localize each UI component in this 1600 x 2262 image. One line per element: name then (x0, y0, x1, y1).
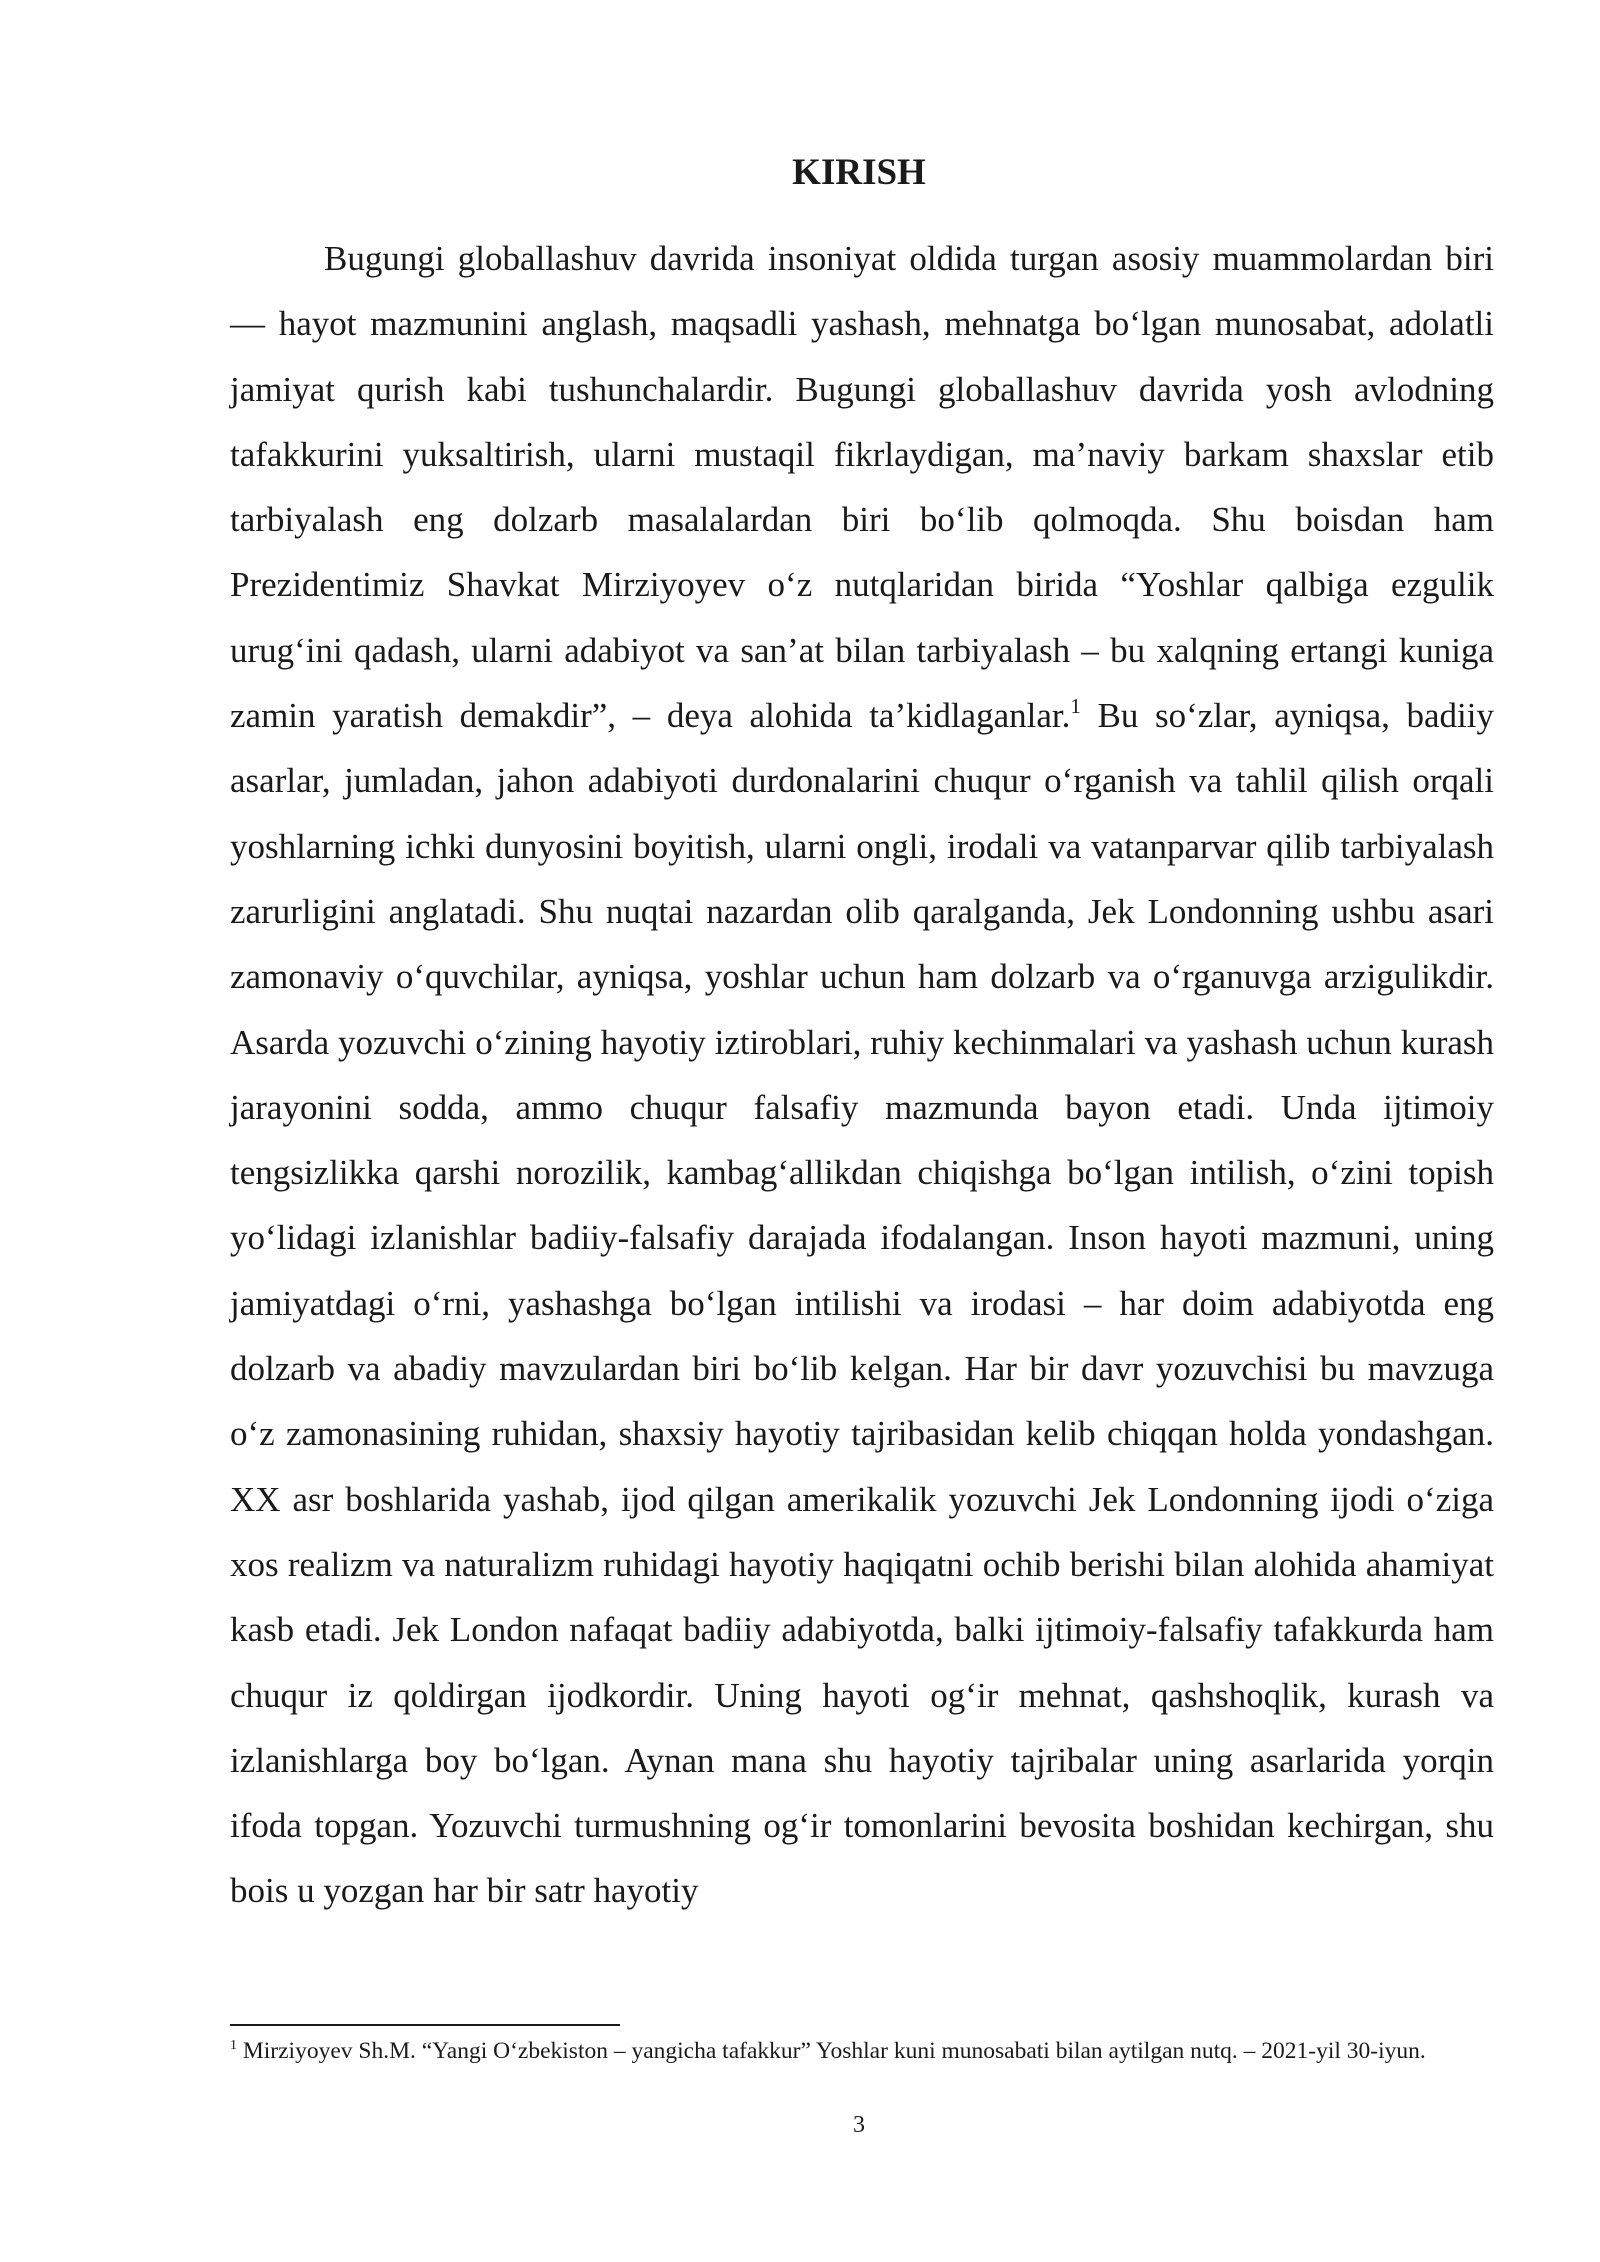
body-paragraph (230, 226, 1494, 1924)
footnote-number: 1 (230, 2038, 237, 2053)
footnote-separator (230, 2024, 620, 2026)
paragraph-text-part-2: Bu so‘zlar, ayniqsa, badiiy asarlar, jumladan, jahon adabiyoti durdonalarini chuqur o‘rganish va tahlil qilish orqali yoshlarning ichki dunyosini boyitish, ularni ongli, irodali va vatanparvar qilib tarbiyalash zarurligini anglatadi. Shu nuqtai nazardan olib qaralganda, Jek Londonning ushbu asari zamonaviy o‘quvchilar, ayniqsa, yoshlar uchun ham dolzarb va o‘rganuvga arzigulikdir. Asarda yozuvchi o‘zining hayotiy iztiroblari, ruhiy kechinmalari va yashash uchun kurash jarayonini sodda, ammo chuqur falsafiy mazmunda bayon etadi. Unda ijtimoiy tengsizlikka qarshi norozilik, kambag‘allikdan chiqishga bo‘lgan intilish, o‘zini topish yo‘lidagi izlanishlar badiiy-falsafiy darajada ifodalangan. Inson hayoti mazmuni, uning jamiyatdagi o‘rni, yashashga bo‘lgan intilishi va irodasi – har doim adabiyotda eng dolzarb va abadiy mavzulardan biri bo‘lib kelgan. Har bir davr yozuvchisi bu mavzuga o‘z zamonasining ruhidan, shaxsiy hayotiy tajribasidan kelib chiqqan holda yondashgan. XX asr boshlarida yashab, ijod qilgan amerikalik yozuvchi Jek Londonning ijodi o‘ziga xos realizm va naturalizm ruhidagi hayotiy haqiqatni ochib berishi bilan alohida ahamiyat kasb etadi. Jek London nafaqat badiiy adabiyotda, balki ijtimoiy-falsafiy tafakkurda ham chuqur iz qoldirgan ijodkordir. Uning hayoti og‘ir mehnat, qashshoqlik, kurash va izlanishlarga boy bo‘lgan. Aynan mana shu hayotiy tajribalar uning asarlarida yorqin ifoda topgan. Yozuvchi turmushning og‘ir tomonlarini bevosita boshidan kechirgan, shu bois u yozgan har bir satr hayotiy (230, 696, 1494, 1911)
paragraph-text-part-1: Bugungi globallashuv davrida insoniyat oldida turgan asosiy muammolardan biri — hayot mazmunini anglash, maqsadli yashash, mehnatga bo‘lgan munosabat, adolatli jamiyat qurish kabi tushunchalardir. Bugungi globallashuv davrida yosh avlodning tafakkurini yuksaltirish, ularni mustaqil fikrlaydigan, ma’naviy barkam shaxslar etib tarbiyalash eng dolzarb masalalardan biri bo‘lib qolmoqda. Shu boisdan ham Prezidentimiz Shavkat Mirziyoyev o‘z nutqlaridan birida “Yoshlar qalbiga ezgulik urug‘ini qadash, ularni adabiyot va san’at bilan tarbiyalash – bu xalqning ertangi kuniga zamin yaratish demakdir”, – deya alohida ta’kidlaganlar. (230, 239, 1494, 736)
footnote-reference[interactable]: 1 (1070, 694, 1081, 719)
footnote-text: Mirziyoyev Sh.M. “Yangi O‘zbekiston – yangicha tafakkur” Yoshlar kuni munosabati bilan aytilgan nutq. – 2021-yil 30-iyun. (237, 2038, 1426, 2064)
page-number: 3 (853, 2112, 865, 2138)
section-heading: KIRISH (792, 152, 926, 193)
footnote (230, 2036, 1494, 2067)
